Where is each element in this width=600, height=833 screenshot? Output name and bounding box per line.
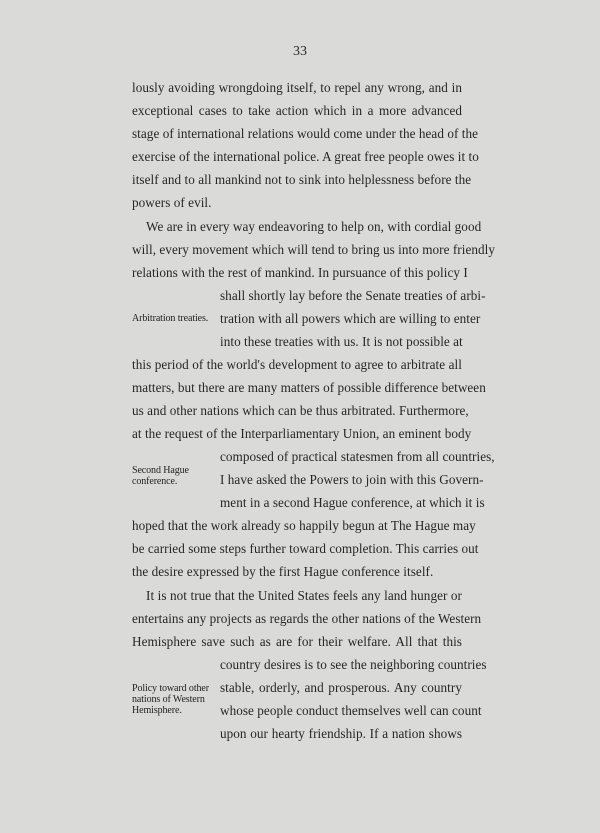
- body-line: hoped that the work already so happily begun at The Hague may: [132, 518, 476, 533]
- body-line: powers of evil.: [132, 195, 212, 210]
- body-line: upon our hearty friendship. If a nation shows: [220, 726, 462, 741]
- body-line: stage of international relations would come under the head of the: [132, 126, 479, 141]
- body-line: will, every movement which will tend to bring us into more friendly: [132, 242, 496, 257]
- body-line: be carried some steps further toward completion. This carries out: [132, 541, 479, 556]
- body-line: itself and to all mankind not to sink into helplessness before the: [132, 172, 472, 187]
- body-line: exceptional cases to take action which in a more advanced: [132, 103, 462, 118]
- body-line: It is not true that the United States feels any land hunger or: [146, 588, 462, 603]
- margin-note-line: Policy toward other: [132, 683, 209, 694]
- body-line: entertains any projects as regards the other nations of the Western: [132, 611, 482, 626]
- body-line: Hemisphere save such as are for their welfare. All that this: [132, 634, 462, 649]
- body-line: tration with all powers which are willing to enter: [220, 311, 481, 326]
- body-line: ment in a second Hague conference, at which it is: [220, 495, 485, 510]
- body-line: matters, but there are many matters of possible difference between: [132, 380, 486, 395]
- margin-note-arbitration: Arbitration treaties.: [132, 313, 209, 324]
- body-line: I have asked the Powers to join with this Govern-: [220, 472, 484, 487]
- page-number: 33: [293, 44, 307, 59]
- body-line: stable, orderly, and prosperous. Any country: [220, 680, 462, 695]
- margin-note-line: conference.: [132, 476, 178, 487]
- body-line: at the request of the Interparliamentary Union, an eminent body: [132, 426, 472, 441]
- margin-note-line: nations of Western: [132, 694, 205, 705]
- body-line: this period of the world's development to agree to arbitrate all: [132, 357, 462, 372]
- margin-note-line: Second Hague: [132, 465, 189, 476]
- margin-note-hague: [132, 465, 216, 487]
- body-line: shall shortly lay before the Senate treaties of arbi-: [220, 288, 486, 303]
- body-line: exercise of the international police. A great free people owes it to: [132, 149, 479, 164]
- body-line: into these treaties with us. It is not possible at: [220, 334, 463, 349]
- body-line: the desire expressed by the first Hague conference itself.: [132, 564, 434, 579]
- body-line: composed of practical statesmen from all countries,: [220, 449, 495, 464]
- margin-note-policy: [132, 683, 216, 716]
- margin-note-line: Hemisphere.: [132, 705, 182, 716]
- body-line: us and other nations which can be thus arbitrated. Furthermore,: [132, 403, 469, 418]
- body-line: lously avoiding wrongdoing itself, to repel any wrong, and in: [132, 80, 462, 95]
- body-line: relations with the rest of mankind. In pursuance of this policy I: [132, 265, 468, 280]
- body-line: We are in every way endeavoring to help on, with cordial good: [146, 219, 482, 234]
- body-line: country desires is to see the neighboring countries: [220, 657, 487, 672]
- body-line: whose people conduct themselves well can count: [220, 703, 482, 718]
